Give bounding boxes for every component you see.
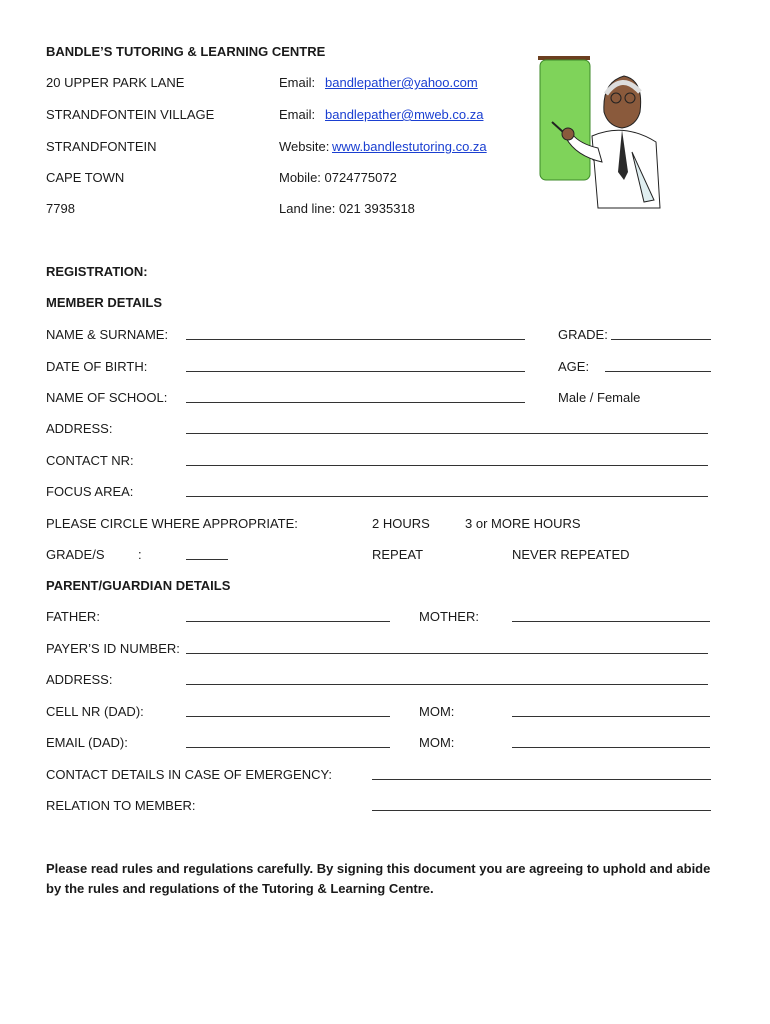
date-of-birth-field[interactable] xyxy=(186,371,525,372)
email-mom-label: MOM: xyxy=(419,735,455,750)
contact-number-field[interactable] xyxy=(186,465,708,466)
gender-option[interactable]: Male / Female xyxy=(558,390,641,405)
parent-details-heading: PARENT/GUARDIAN DETAILS xyxy=(46,578,231,593)
cell-mom-field[interactable] xyxy=(512,716,710,717)
circle-instruction: PLEASE CIRCLE WHERE APPROPRIATE: xyxy=(46,516,298,531)
emergency-contact-label: CONTACT DETAILS IN CASE OF EMERGENCY: xyxy=(46,767,333,782)
grade-field[interactable] xyxy=(611,339,711,340)
option-repeat[interactable]: REPEAT xyxy=(372,547,424,562)
grades-field[interactable] xyxy=(186,559,228,560)
email-2-link[interactable]: bandlepather@mweb.co.za xyxy=(325,107,484,122)
landline-number: Land line: 021 3935318 xyxy=(279,201,415,216)
mobile-number: Mobile: 0724775072 xyxy=(279,170,397,185)
grades-colon: : xyxy=(138,547,142,562)
relation-label: RELATION TO MEMBER: xyxy=(46,798,196,813)
focus-area-label: FOCUS AREA: xyxy=(46,484,134,499)
parent-address-field[interactable] xyxy=(186,684,708,685)
website-link[interactable]: www.bandlestutoring.co.za xyxy=(332,139,487,154)
age-label: AGE: xyxy=(558,359,590,374)
option-never-repeated[interactable]: NEVER REPEATED xyxy=(512,547,630,562)
email-1-label: Email: xyxy=(279,75,316,90)
parent-address-label: ADDRESS: xyxy=(46,672,113,687)
relation-field[interactable] xyxy=(372,810,711,811)
payer-id-label: PAYER’S ID NUMBER: xyxy=(46,641,180,656)
email-dad-field[interactable] xyxy=(186,747,390,748)
grade-label: GRADE: xyxy=(558,327,608,342)
cell-dad-label: CELL NR (DAD): xyxy=(46,704,144,719)
option-2-hours[interactable]: 2 HOURS xyxy=(372,516,430,531)
mother-label: MOTHER: xyxy=(419,609,479,624)
cell-mom-label: MOM: xyxy=(419,704,455,719)
address-line-4: CAPE TOWN xyxy=(46,170,125,185)
cell-dad-field[interactable] xyxy=(186,716,390,717)
contact-number-label: CONTACT NR: xyxy=(46,453,134,468)
focus-area-field[interactable] xyxy=(186,496,708,497)
father-label: FATHER: xyxy=(46,609,100,624)
email-mom-field[interactable] xyxy=(512,747,710,748)
centre-name: BANDLE’S TUTORING & LEARNING CENTRE xyxy=(46,44,326,59)
date-of-birth-label: DATE OF BIRTH: xyxy=(46,359,148,374)
address-line-3: STRANDFONTEIN xyxy=(46,139,157,154)
school-name-label: NAME OF SCHOOL: xyxy=(46,390,168,405)
member-details-heading: MEMBER DETAILS xyxy=(46,295,163,310)
email-2-label: Email: xyxy=(279,107,316,122)
school-name-field[interactable] xyxy=(186,402,525,403)
grades-label: GRADE/S xyxy=(46,547,105,562)
website-label: Website: xyxy=(279,139,330,154)
registration-heading: REGISTRATION: xyxy=(46,264,148,279)
member-address-field[interactable] xyxy=(186,433,708,434)
address-line-2: STRANDFONTEIN VILLAGE xyxy=(46,107,215,122)
age-field[interactable] xyxy=(605,371,711,372)
rules-notice: Please read rules and regulations carefully. By signing this document you are agreeing to uphold and abide by the rules and regulations of the Tutoring & Learning Centre. xyxy=(46,861,711,896)
name-surname-label: NAME & SURNAME: xyxy=(46,327,169,342)
mother-field[interactable] xyxy=(512,621,710,622)
teacher-icon xyxy=(532,52,664,212)
name-surname-field[interactable] xyxy=(186,339,525,340)
email-dad-label: EMAIL (DAD): xyxy=(46,735,128,750)
email-1-link[interactable]: bandlepather@yahoo.com xyxy=(325,75,478,90)
postal-code: 7798 xyxy=(46,201,75,216)
emergency-contact-field[interactable] xyxy=(372,779,711,780)
member-address-label: ADDRESS: xyxy=(46,421,113,436)
option-3-or-more-hours[interactable]: 3 or MORE HOURS xyxy=(465,516,581,531)
father-field[interactable] xyxy=(186,621,390,622)
payer-id-field[interactable] xyxy=(186,653,708,654)
address-line-1: 20 UPPER PARK LANE xyxy=(46,75,185,90)
